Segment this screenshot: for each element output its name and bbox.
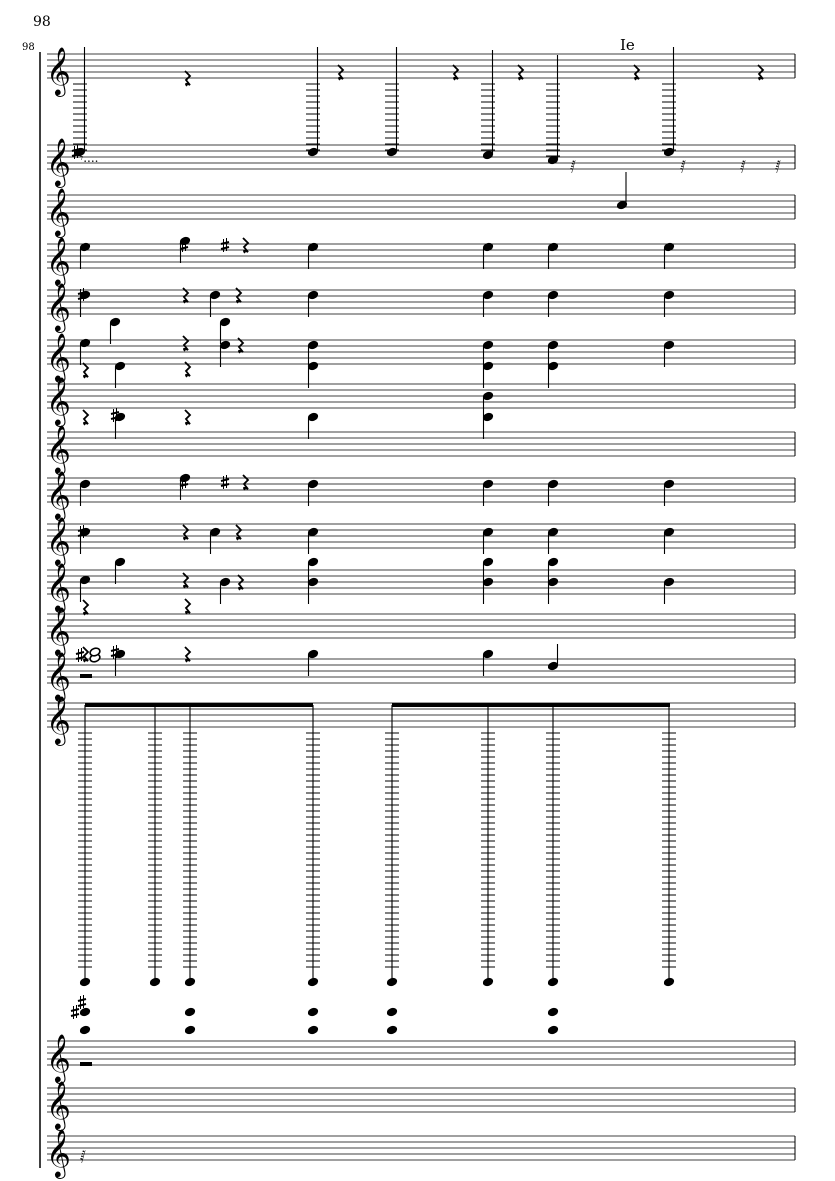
note-head bbox=[547, 977, 559, 987]
note-head bbox=[149, 977, 161, 987]
note-head bbox=[307, 977, 319, 987]
quarter-rest bbox=[83, 410, 88, 425]
quarter-rest bbox=[338, 65, 343, 80]
treble-clef: 𝄞 bbox=[46, 424, 71, 473]
quarter-rest bbox=[183, 336, 188, 351]
staff-12 bbox=[47, 614, 795, 638]
quarter-rest bbox=[243, 238, 248, 253]
quarter-rest bbox=[185, 71, 190, 86]
sharp-stroke bbox=[78, 999, 86, 1001]
quarter-rest bbox=[185, 599, 190, 614]
page-number: 98 bbox=[33, 14, 51, 30]
thirty-second-rest: 𝅁 bbox=[740, 158, 746, 174]
thirty-second-rest: 𝅁 bbox=[80, 1148, 86, 1164]
treble-clef: 𝄞 bbox=[46, 332, 71, 381]
quarter-rest bbox=[185, 647, 190, 662]
quarter-rest bbox=[83, 600, 88, 615]
note-head bbox=[307, 1025, 319, 1035]
treble-clef: 𝄞 bbox=[46, 651, 71, 700]
quarter-rest bbox=[453, 65, 458, 80]
sharp-stroke bbox=[180, 247, 188, 249]
treble-clef: 𝄞 bbox=[46, 1033, 71, 1082]
treble-clef: 𝄞 bbox=[46, 376, 71, 425]
measure-number: 98 bbox=[22, 42, 35, 53]
staff-7 bbox=[47, 384, 795, 408]
treble-clef: 𝄞 bbox=[46, 470, 71, 519]
sharp-stroke bbox=[71, 1009, 79, 1011]
treble-clef: 𝄞 bbox=[46, 46, 71, 95]
staff-13 bbox=[47, 659, 795, 683]
staff-11 bbox=[47, 570, 795, 594]
thirty-second-rest: 𝅁 bbox=[680, 158, 686, 174]
note-head bbox=[184, 1025, 196, 1035]
note-head bbox=[307, 1007, 319, 1017]
quarter-rest bbox=[183, 525, 188, 540]
note-head bbox=[482, 977, 494, 987]
sharp-sign bbox=[76, 648, 84, 662]
dotted-rest: 𝄾.... bbox=[80, 151, 99, 165]
sharp-sign bbox=[78, 995, 86, 1009]
thirty-second-rest: 𝅁 bbox=[775, 158, 781, 174]
sharp-stroke bbox=[76, 652, 84, 654]
sharp-stroke bbox=[221, 247, 229, 249]
staff-3 bbox=[47, 195, 795, 219]
quarter-rest bbox=[518, 65, 523, 80]
quarter-rest bbox=[236, 525, 241, 540]
quarter-rest bbox=[83, 363, 88, 378]
note-head bbox=[79, 977, 91, 987]
staff-5 bbox=[47, 290, 795, 314]
note-head bbox=[386, 1025, 398, 1035]
half-rest bbox=[80, 674, 92, 678]
treble-clef: 𝄞 bbox=[46, 562, 71, 611]
thirty-second-rest: 𝅁 bbox=[570, 158, 576, 174]
note-head bbox=[79, 1025, 91, 1035]
staff-8 bbox=[47, 432, 795, 456]
half-rest bbox=[80, 1062, 92, 1066]
staff-9 bbox=[47, 478, 795, 502]
note-head bbox=[663, 977, 675, 987]
beam bbox=[85, 703, 313, 707]
sharp-stroke bbox=[78, 1004, 86, 1006]
treble-clef: 𝄞 bbox=[46, 236, 71, 285]
treble-clef: 𝄞 bbox=[46, 282, 71, 331]
sharp-stroke bbox=[111, 649, 119, 651]
staff-10 bbox=[47, 524, 795, 548]
treble-clef: 𝄞 bbox=[46, 695, 71, 744]
treble-clef: 𝄞 bbox=[46, 187, 71, 236]
quarter-rest bbox=[243, 475, 248, 490]
note-head bbox=[386, 977, 398, 987]
staff-15 bbox=[47, 1041, 795, 1065]
treble-clef: 𝄞 bbox=[46, 516, 71, 565]
quarter-rest bbox=[758, 65, 763, 80]
staff-4 bbox=[47, 244, 795, 268]
note-head bbox=[386, 1007, 398, 1017]
sharp-stroke bbox=[71, 1014, 79, 1016]
sharp-stroke bbox=[221, 479, 229, 481]
treble-clef: 𝄞 bbox=[46, 137, 71, 186]
quarter-rest bbox=[238, 575, 243, 590]
note-head bbox=[547, 1007, 559, 1017]
rehearsal-mark: Ie bbox=[620, 36, 635, 54]
treble-clef: 𝄞 bbox=[46, 1080, 71, 1129]
note-head bbox=[184, 1007, 196, 1017]
treble-clef: 𝄞 bbox=[46, 1128, 71, 1177]
quarter-rest bbox=[83, 647, 88, 662]
note-head bbox=[547, 1025, 559, 1035]
quarter-rest bbox=[183, 573, 188, 588]
note-head bbox=[184, 977, 196, 987]
sharp-sign bbox=[221, 475, 229, 489]
staff-6 bbox=[47, 340, 795, 364]
sharp-sign bbox=[71, 1005, 79, 1019]
staff-16 bbox=[47, 1088, 795, 1112]
staff-17 bbox=[47, 1136, 795, 1160]
quarter-rest bbox=[634, 65, 639, 80]
treble-clef: 𝄞 bbox=[46, 606, 71, 655]
beam bbox=[392, 703, 670, 707]
sharp-stroke bbox=[111, 412, 119, 414]
quarter-rest bbox=[185, 410, 190, 425]
staff-1 bbox=[47, 54, 795, 78]
